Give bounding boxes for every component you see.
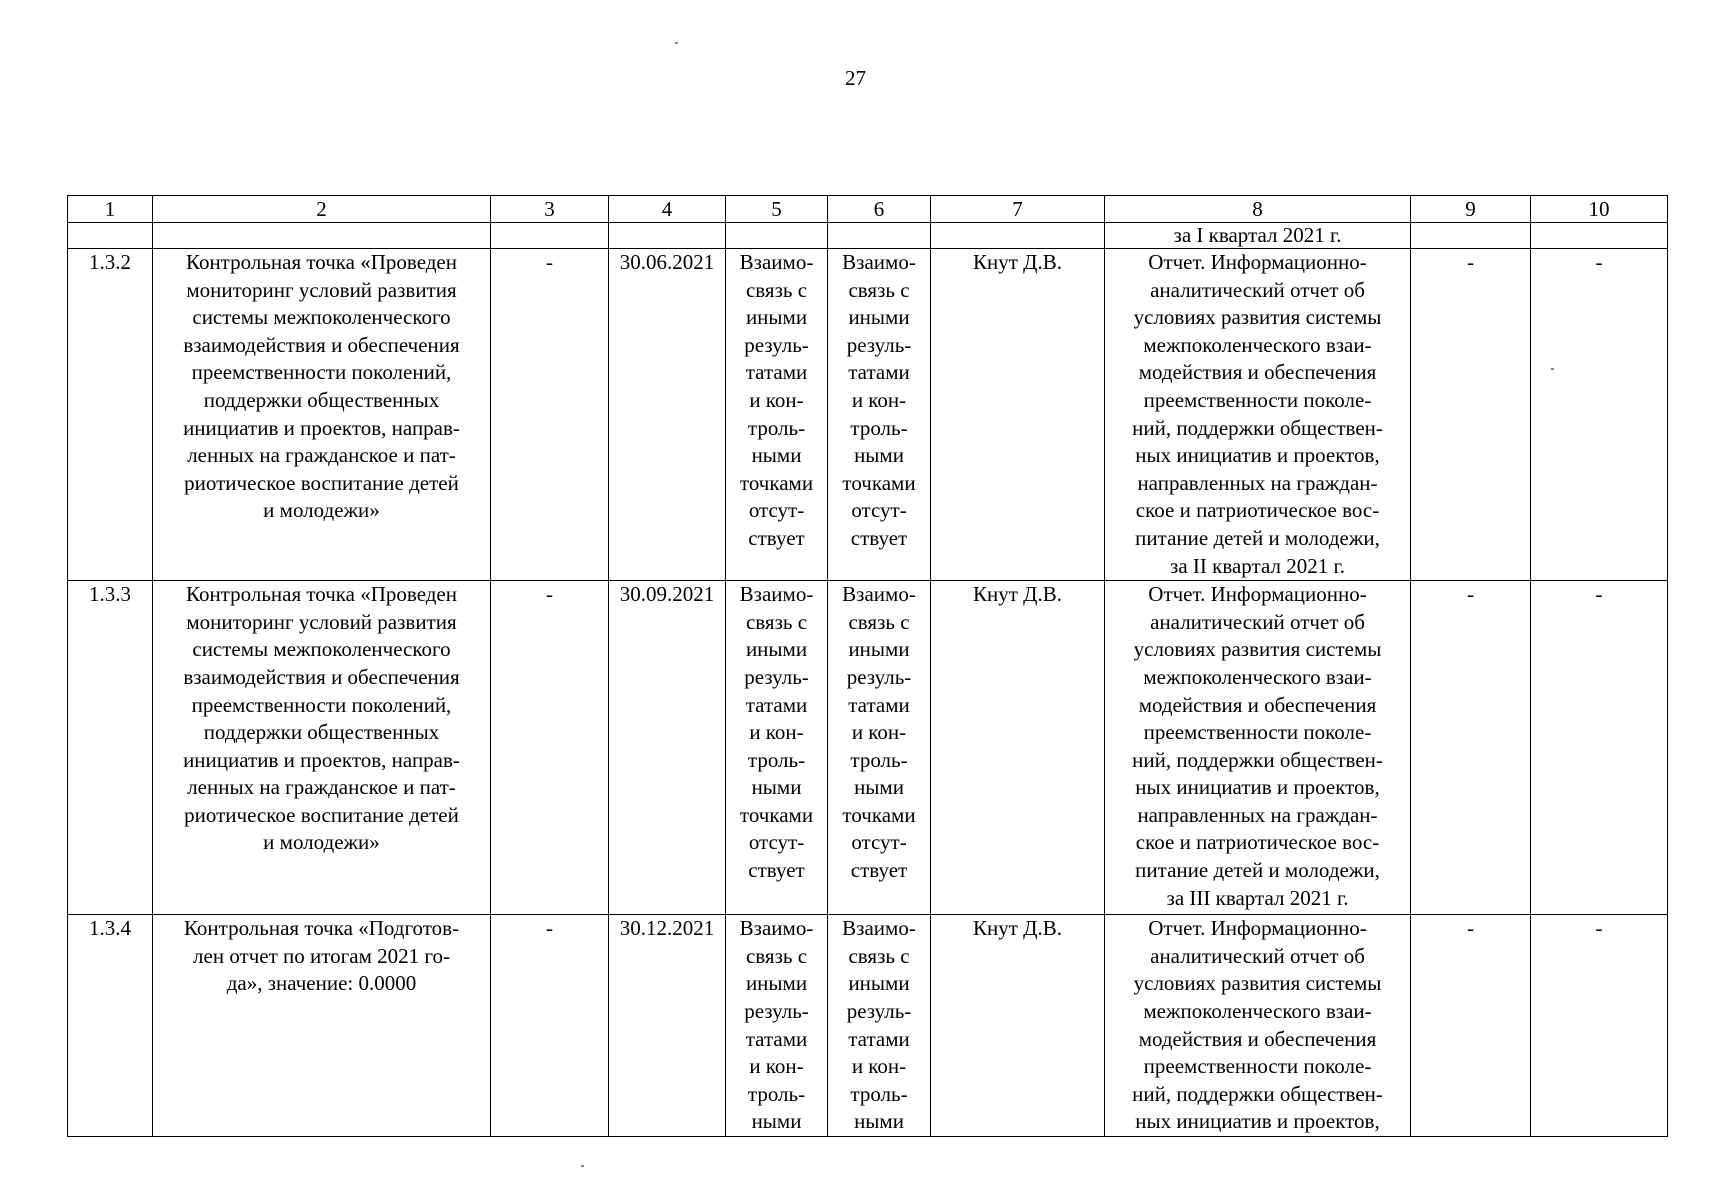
column-number: 3 xyxy=(491,196,609,223)
scan-speck xyxy=(581,1165,584,1167)
col3-value: - xyxy=(491,581,609,915)
column-number: 6 xyxy=(828,196,931,223)
result-description: Отчет. Информационно- аналитический отчет об условиях развития системы межпоколенческого взаи- модействия и обеспечения преемственности поколе- ний, поддержки обществен- ных инициатив и проектов, xyxy=(1105,915,1411,1137)
column-number: 5 xyxy=(726,196,828,223)
checkpoint-name: Контрольная точка «Проведен мониторинг условий развития системы межпоколенческого взаимодействия и обеспечения преемственности поколений, поддержки общественных инициатив и проектов, направ- ленных на гражданское и пат- риотическое воспитание детей и молодежи» xyxy=(153,249,491,581)
column-number: 8 xyxy=(1105,196,1411,223)
checkpoint-name: Контрольная точка «Подготов- лен отчет по итогам 2021 го- да», значение: 0.0000 xyxy=(153,915,491,1137)
row-number: 1.3.3 xyxy=(68,581,153,915)
due-date: 30.09.2021 xyxy=(609,581,726,915)
due-date: 30.06.2021 xyxy=(609,249,726,581)
col3-value: - xyxy=(491,915,609,1137)
table-row xyxy=(68,915,1668,1137)
continuation-row xyxy=(68,223,1668,249)
col10-value: - xyxy=(1531,915,1668,1137)
scan-speck xyxy=(675,42,678,44)
col10-value: - xyxy=(1531,249,1668,581)
column-number: 9 xyxy=(1411,196,1531,223)
relation-text: Взаимо- связь с иными резуль- татами и кон- троль- ными точками отсут- ствует xyxy=(726,581,828,915)
result-description: Отчет. Информационно- аналитический отчет об условиях развития системы межпоколенческого взаи- модействия и обеспечения преемственности поколе- ний, поддержки обществен- ных инициатив и проектов, направленных на граждан- ское и патриотическое вос- питание детей и молодежи, за III квартал 2021 г. xyxy=(1105,581,1411,915)
column-numbers-row xyxy=(68,196,1668,223)
column-number: 2 xyxy=(153,196,491,223)
responsible-person: Кнут Д.В. xyxy=(931,249,1105,581)
page-number: 27 xyxy=(845,66,866,90)
responsible-person: Кнут Д.В. xyxy=(931,581,1105,915)
table-row xyxy=(68,249,1668,581)
plan-table xyxy=(67,195,1668,1137)
relation-text: Взаимо- связь с иными резуль- татами и кон- троль- ными точками отсут- ствует xyxy=(828,249,931,581)
table-row xyxy=(68,581,1668,915)
col9-value: - xyxy=(1411,249,1531,581)
checkpoint-name: Контрольная точка «Проведен мониторинг условий развития системы межпоколенческого взаимодействия и обеспечения преемственности поколений, поддержки общественных инициатив и проектов, направ- ленных на гражданское и пат- риотическое воспитание детей и молодежи» xyxy=(153,581,491,915)
result-continuation: за I квартал 2021 г. xyxy=(1105,223,1411,249)
responsible-person: Кнут Д.В. xyxy=(931,915,1105,1137)
col10-value: - xyxy=(1531,581,1668,915)
col3-value: - xyxy=(491,249,609,581)
col9-value: - xyxy=(1411,915,1531,1137)
relation-text: Взаимо- связь с иными резуль- татами и кон- троль- ными точками отсут- ствует xyxy=(828,581,931,915)
row-number: 1.3.2 xyxy=(68,249,153,581)
column-number: 1 xyxy=(68,196,153,223)
due-date: 30.12.2021 xyxy=(609,915,726,1137)
relation-text: Взаимо- связь с иными резуль- татами и кон- троль- ными xyxy=(726,915,828,1137)
row-number: 1.3.4 xyxy=(68,915,153,1137)
relation-text: Взаимо- связь с иными резуль- татами и кон- троль- ными точками отсут- ствует xyxy=(726,249,828,581)
column-number: 10 xyxy=(1531,196,1668,223)
column-number: 4 xyxy=(609,196,726,223)
column-number: 7 xyxy=(931,196,1105,223)
col9-value: - xyxy=(1411,581,1531,915)
relation-text: Взаимо- связь с иными резуль- татами и кон- троль- ными xyxy=(828,915,931,1137)
result-description: Отчет. Информационно- аналитический отчет об условиях развития системы межпоколенческого взаи- модействия и обеспечения преемственности поколе- ний, поддержки обществен- ных инициатив и проектов, направленных на граждан- ское и патриотическое вос- питание детей и молодежи, за II квартал 2021 г. xyxy=(1105,249,1411,581)
